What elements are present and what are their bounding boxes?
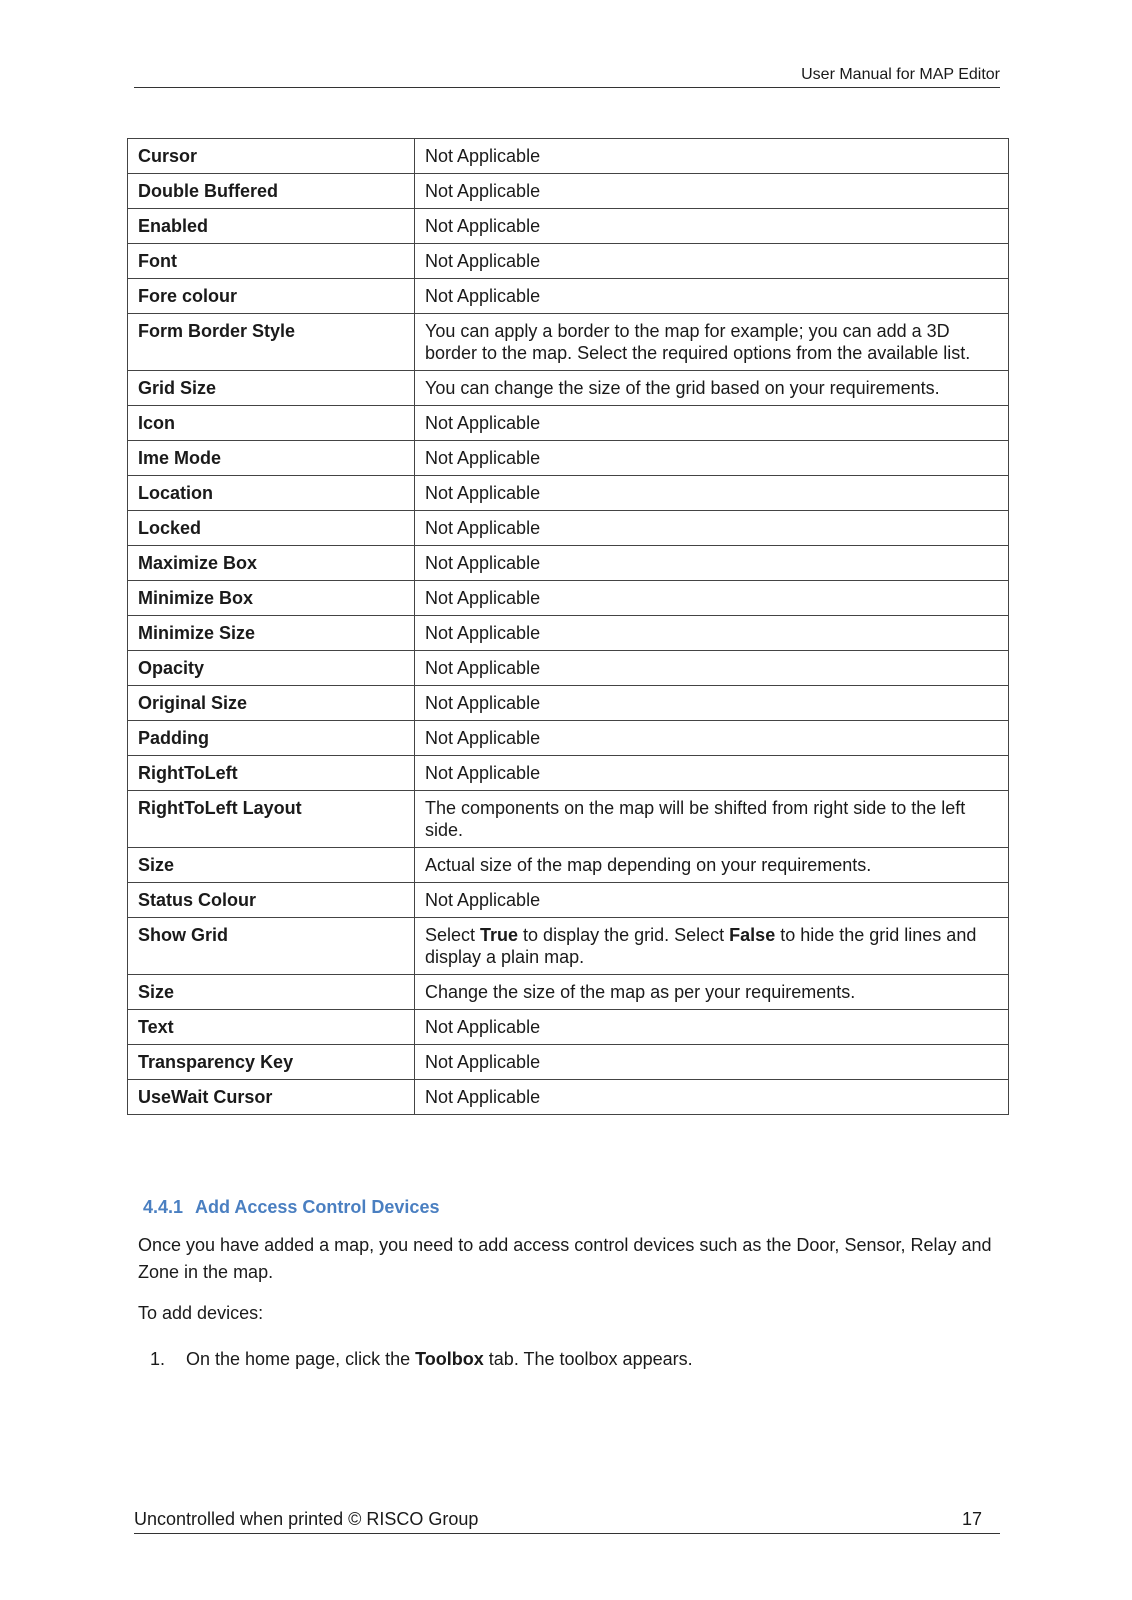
table-row <box>128 1010 1009 1045</box>
property-name: Fore colour <box>128 279 415 314</box>
property-name: Padding <box>128 721 415 756</box>
property-name: Size <box>128 975 415 1010</box>
property-name: Grid Size <box>128 371 415 406</box>
property-name: Size <box>128 848 415 883</box>
table-row <box>128 883 1009 918</box>
table-row <box>128 651 1009 686</box>
page-number: 17 <box>961 1509 982 1529</box>
table-row <box>128 975 1009 1010</box>
bold-text: Toolbox <box>415 1349 484 1369</box>
table-row <box>128 279 1009 314</box>
property-value: Not Applicable <box>415 476 1009 511</box>
step-number: 1. <box>150 1349 166 1369</box>
table-row <box>128 139 1009 174</box>
property-value: You can change the size of the grid based on your requirements. <box>415 371 1009 406</box>
property-value: The components on the map will be shifted from right side to the left side. <box>415 791 1009 848</box>
page-footer <box>134 1509 1000 1534</box>
footer-text: Uncontrolled when printed © RISCO Group <box>134 1509 479 1529</box>
property-name: Locked <box>128 511 415 546</box>
bold-text: False <box>729 925 776 945</box>
property-value: Not Applicable <box>415 1010 1009 1045</box>
property-value: Not Applicable <box>415 1045 1009 1080</box>
property-value: Not Applicable <box>415 441 1009 476</box>
bold-text: True <box>480 925 519 945</box>
property-name: Icon <box>128 406 415 441</box>
table-row <box>128 581 1009 616</box>
property-value: Change the size of the map as per your requirements. <box>415 975 1009 1010</box>
property-name: Minimize Size <box>128 616 415 651</box>
property-name: Form Border Style <box>128 314 415 371</box>
property-value: Not Applicable <box>415 406 1009 441</box>
property-name: Show Grid <box>128 918 415 975</box>
table-row <box>128 476 1009 511</box>
property-name: Original Size <box>128 686 415 721</box>
property-value: Not Applicable <box>415 756 1009 791</box>
table-row <box>128 1045 1009 1080</box>
property-value: Not Applicable <box>415 651 1009 686</box>
property-value: Not Applicable <box>415 616 1009 651</box>
text-fragment: to hide the grid lines and display a plain map. <box>425 925 977 967</box>
text-fragment: Select <box>425 925 481 945</box>
section-number: 4.4.1 <box>143 1197 184 1217</box>
property-value: Not Applicable <box>415 174 1009 209</box>
property-value: Actual size of the map depending on your requirements. <box>415 848 1009 883</box>
table-row <box>128 848 1009 883</box>
table-row <box>128 244 1009 279</box>
to-add-paragraph: To add devices: <box>138 1303 264 1323</box>
property-value: You can apply a border to the map for example; you can add a 3D border to the map. Select the required options from the available list. <box>415 314 1009 371</box>
table-row <box>128 441 1009 476</box>
property-value: Not Applicable <box>415 279 1009 314</box>
properties-table <box>127 138 1009 1115</box>
property-value: Not Applicable <box>415 721 1009 756</box>
table-row <box>128 1080 1009 1115</box>
property-name: Location <box>128 476 415 511</box>
text-fragment: On the home page, click the <box>186 1349 416 1369</box>
property-name: Text <box>128 1010 415 1045</box>
property-value: Not Applicable <box>415 546 1009 581</box>
property-value: Not Applicable <box>415 244 1009 279</box>
step-text <box>186 1349 693 1369</box>
table-row <box>128 511 1009 546</box>
page-header <box>134 66 1000 88</box>
property-name: Double Buffered <box>128 174 415 209</box>
section-heading <box>143 1197 439 1218</box>
table-row <box>128 371 1009 406</box>
property-value: Not Applicable <box>415 883 1009 918</box>
property-value: Not Applicable <box>415 686 1009 721</box>
table-row <box>128 686 1009 721</box>
table-row <box>128 546 1009 581</box>
text-fragment: to display the grid. Select <box>518 925 730 945</box>
table-row <box>128 616 1009 651</box>
property-name: Cursor <box>128 139 415 174</box>
property-value: Not Applicable <box>415 139 1009 174</box>
property-name: UseWait Cursor <box>128 1080 415 1115</box>
table-row <box>128 756 1009 791</box>
property-name: RightToLeft Layout <box>128 791 415 848</box>
property-value: Not Applicable <box>415 511 1009 546</box>
table-row <box>128 209 1009 244</box>
text-fragment: tab. The toolbox appears. <box>483 1349 693 1369</box>
property-value: Not Applicable <box>415 1080 1009 1115</box>
table-row <box>128 791 1009 848</box>
table-row <box>128 406 1009 441</box>
step-item <box>150 1349 693 1370</box>
property-name: Ime Mode <box>128 441 415 476</box>
table-row <box>128 721 1009 756</box>
property-name: RightToLeft <box>128 756 415 791</box>
table-row <box>128 174 1009 209</box>
property-name: Transparency Key <box>128 1045 415 1080</box>
intro-paragraph: Once you have added a map, you need to add access control devices such as the Door, Sensor, Relay and Zone in the map. <box>138 1235 992 1282</box>
property-value: Not Applicable <box>415 209 1009 244</box>
property-value: Not Applicable <box>415 581 1009 616</box>
property-value <box>415 918 1009 975</box>
section-title: Add Access Control Devices <box>195 1197 440 1217</box>
property-name: Font <box>128 244 415 279</box>
property-name: Minimize Box <box>128 581 415 616</box>
property-name: Maximize Box <box>128 546 415 581</box>
property-name: Status Colour <box>128 883 415 918</box>
property-name: Opacity <box>128 651 415 686</box>
table-row <box>128 918 1009 975</box>
header-title: User Manual for MAP Editor <box>801 66 1000 83</box>
table-row <box>128 314 1009 371</box>
property-name: Enabled <box>128 209 415 244</box>
